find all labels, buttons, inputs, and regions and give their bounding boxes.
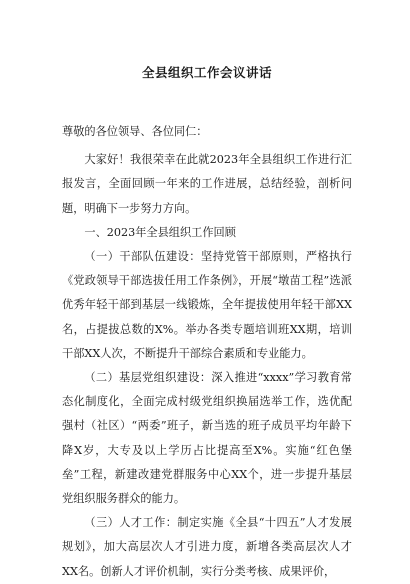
paragraph-cadre-building: （一）干部队伍建设：坚持党管干部原则，严格执行《党政领导干部选拔任用工作条例》，开展“墩苗工程”选派优秀年轻干部到基层一线锻炼，全年提拔使用年轻干部XX名，占提拔总数的X%。举办各类专题培训班XX期，培训干部XX人次，不断提升干部综合素质和专业能力。 xyxy=(62,250,352,360)
paragraph-opening: 大家好！我很荣幸在此就2023年全县组织工作进行汇报发言，全面回顾一年来的工作进展，总结经验，剖析问题，明确下一步努力方向。 xyxy=(62,153,352,215)
document-title: 全县组织工作会议讲话 xyxy=(141,65,272,80)
document-body xyxy=(62,120,352,584)
paragraph-talent-work: （三）人才工作：制定实施《全县“十四五”人才发展规划》，加大高层次人才引进力度，新增各类高层次人才XX名。创新人才评价机制，实行分类考核、成果评价， xyxy=(62,516,352,578)
salutation: 尊敬的各位领导、各位同仁： xyxy=(62,125,208,138)
paragraph-grassroots-party: （二）基层党组织建设：深入推进“xxxx”学习教育常态化制度化，全面完成村级党组织换届选举工作，选优配强村（社区）“两委”班子，新当选的班子成员平均年龄下降X岁，大专及以上学历占比提高至X%。实施“红色堡垒”工程，新建改建党群服务中心XX个，进一步提升基层党组织服务群众的能力。 xyxy=(62,371,352,506)
section-heading-review: 一、2023年全县组织工作回顾 xyxy=(84,225,236,239)
